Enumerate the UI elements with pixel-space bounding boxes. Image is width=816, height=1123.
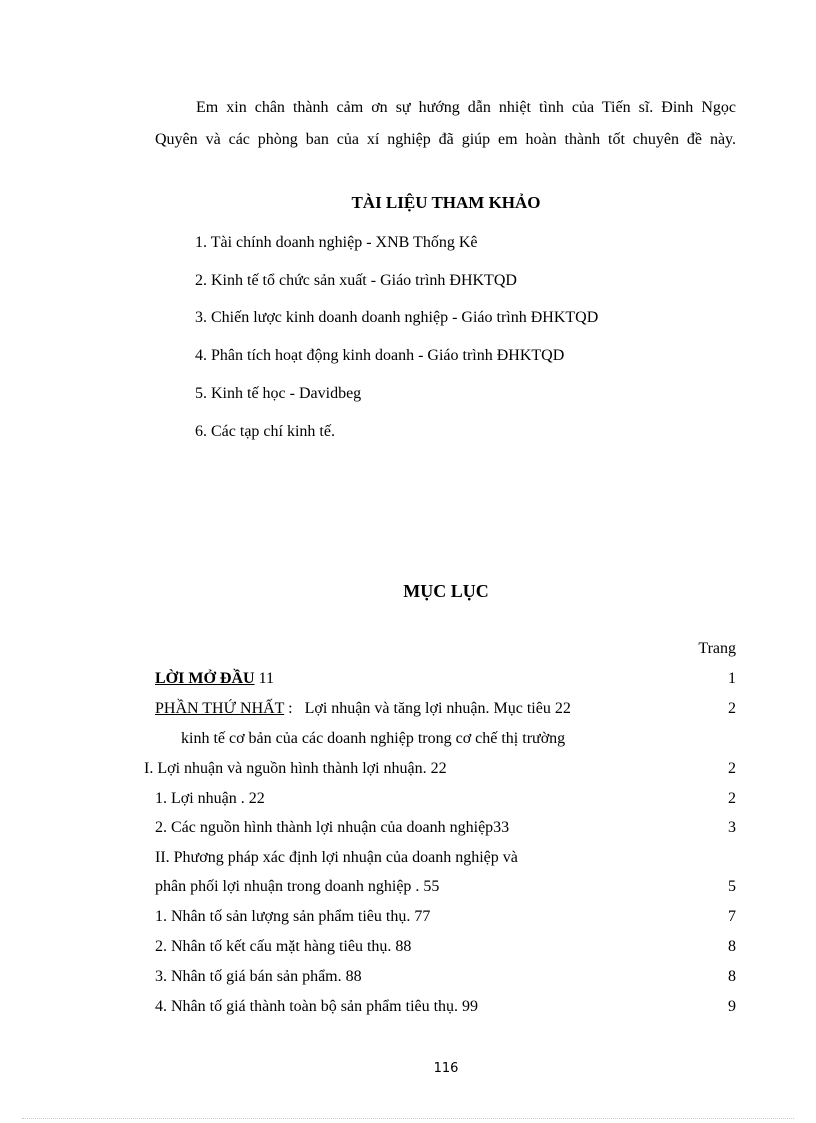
toc-entry-12[interactable]: 4. Nhân tố giá thành toàn bộ sản phẩm tiêu thụ. 99 <box>155 998 479 1015</box>
reference-item-4: 4. Phân tích hoạt động kinh doanh - Giáo trình ĐHKTQD <box>195 347 565 364</box>
toc-entry-page: 3 <box>728 819 736 836</box>
toc-entry-6[interactable]: 2. Các nguồn hình thành lợi nhuận của doanh nghiệp33 <box>155 819 510 836</box>
toc-entry-8[interactable]: phân phối lợi nhuận trong doanh nghiệp . 55 <box>155 878 440 895</box>
toc-entry-4[interactable]: I. Lợi nhuận và nguồn hình thành lợi nhuận. 22 <box>144 760 447 777</box>
toc-entry-page: 8 <box>728 968 736 985</box>
toc-page-header: Trang <box>698 640 736 657</box>
toc-entry-page: 9 <box>728 998 736 1015</box>
toc-entry-page: 7 <box>728 908 736 925</box>
toc-title: MỤC LỤC <box>403 581 489 601</box>
toc-entry-heading: LỜI MỞ ĐẦU <box>155 670 255 687</box>
toc-entry-page: 1 <box>728 670 736 687</box>
page-bottom-divider <box>22 1118 794 1119</box>
toc-entry-page: 2 <box>728 760 736 777</box>
acknowledgement-line-2: Quyên và các phòng ban của xí nghiệp đã giúp em hoàn thành tốt chuyên đề này. <box>155 131 736 148</box>
toc-entry-text: : Lợi nhuận và tăng lợi nhuận. Mục tiêu 22 <box>284 700 571 717</box>
toc-entry-1[interactable] <box>155 669 274 689</box>
toc-entry-page: 5 <box>728 878 736 895</box>
toc-entry-heading: PHẦN THỨ NHẤT <box>155 700 285 717</box>
toc-entry-11[interactable]: 3. Nhân tố giá bán sản phẩm. 88 <box>155 968 362 985</box>
toc-entry-2[interactable] <box>155 699 571 719</box>
reference-item-3: 3. Chiến lược kinh doanh doanh nghiệp - Giáo trình ĐHKTQD <box>195 309 599 326</box>
reference-item-2: 2. Kinh tế tổ chức sản xuất - Giáo trình ĐHKTQD <box>195 272 517 289</box>
toc-entry-page: 8 <box>728 938 736 955</box>
toc-entry-text: 11 <box>254 670 274 687</box>
toc-entry-page: 2 <box>728 790 736 807</box>
references-title: TÀI LIỆU THAM KHẢO <box>351 193 541 212</box>
reference-item-6: 6. Các tạp chí kinh tế. <box>195 423 335 440</box>
toc-entry-7[interactable]: II. Phương pháp xác định lợi nhuận của doanh nghiệp và <box>155 849 518 866</box>
toc-entry-5[interactable]: 1. Lợi nhuận . 22 <box>155 790 265 807</box>
reference-item-1: 1. Tài chính doanh nghiệp - XNB Thống Kê <box>195 234 478 251</box>
toc-entry-10[interactable]: 2. Nhân tố kết cấu mặt hàng tiêu thụ. 88 <box>155 938 412 955</box>
acknowledgement-line-1: Em xin chân thành cảm ơn sự hướng dẫn nhiệt tình của Tiến sĩ. Đinh Ngọc <box>196 99 736 116</box>
toc-entry-9[interactable]: 1. Nhân tố sản lượng sản phẩm tiêu thụ. 77 <box>155 908 431 925</box>
toc-entry-3: kinh tế cơ bản của các doanh nghiệp trong cơ chế thị trường <box>181 730 566 747</box>
page-number: 116 <box>433 1061 459 1076</box>
reference-item-5: 5. Kinh tế học - Davidbeg <box>195 385 362 402</box>
toc-entry-page: 2 <box>728 700 736 717</box>
